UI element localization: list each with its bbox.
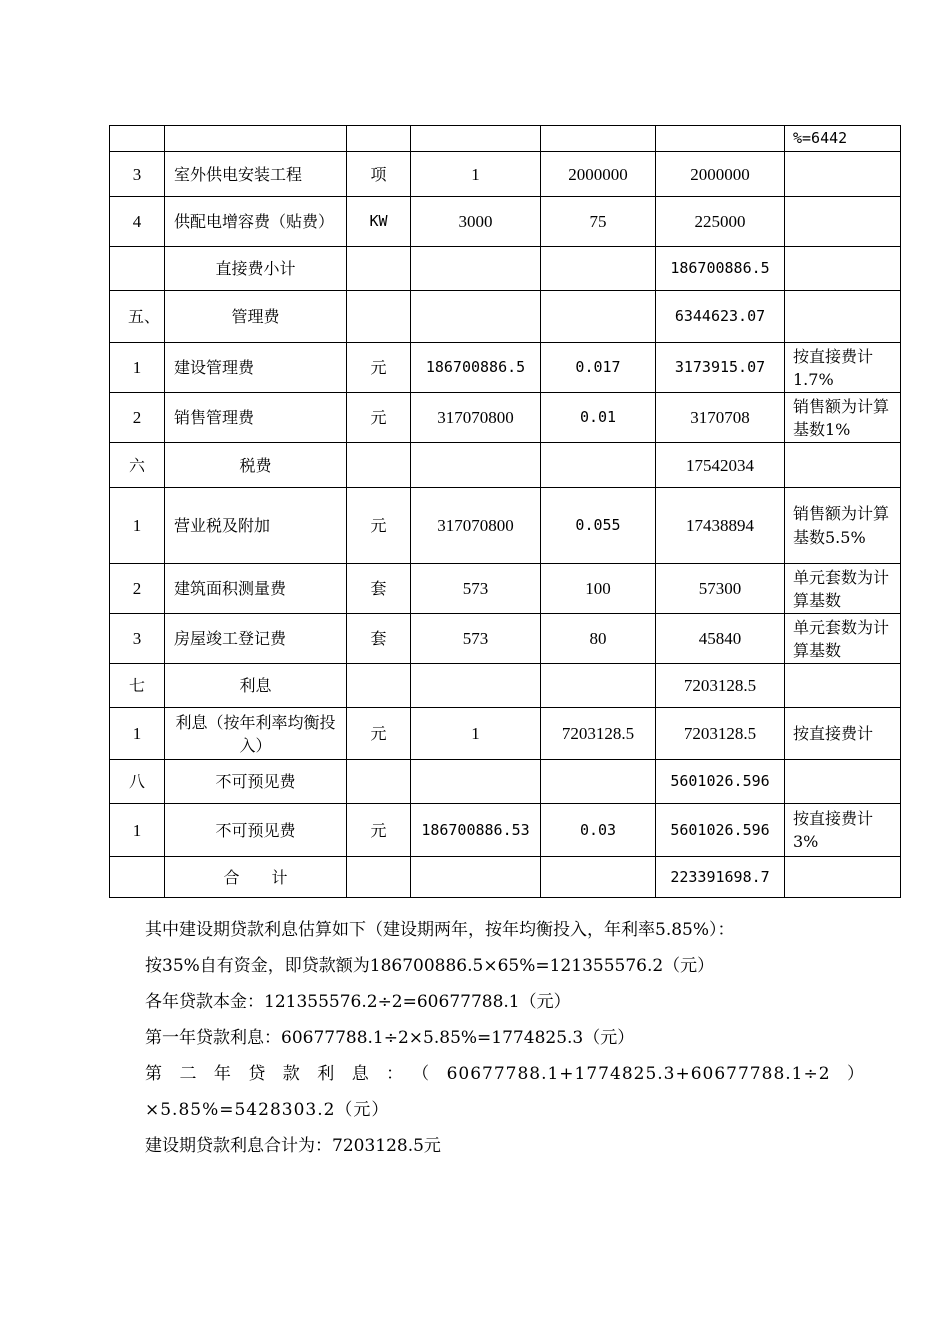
- cell-no: 六: [110, 443, 165, 488]
- table-row: [110, 614, 901, 664]
- cell-price: [541, 760, 656, 804]
- cell-no: 4: [110, 197, 165, 247]
- cell-name: 利息（按年利率均衡投入）: [165, 708, 347, 760]
- cell-no: 1: [110, 708, 165, 760]
- cell-qty: 317070800: [411, 488, 541, 564]
- cell-qty: [411, 857, 541, 898]
- cell-note: 按直接费计3%: [785, 804, 901, 857]
- cell-amount: [656, 126, 785, 152]
- cell-note: [785, 664, 901, 708]
- cell-note: [785, 197, 901, 247]
- cell-no: 七: [110, 664, 165, 708]
- notes-year2-interest: 第二年贷款利息：（60677788.1+1774825.3+60677788.1÷2）×5.85%=5428303.2（元）: [145, 1064, 865, 1120]
- notes-loan-amount: 按35%自有资金，即贷款额为186700886.5×65%=121355576.2（元）: [145, 956, 715, 976]
- cell-amount: 17438894: [656, 488, 785, 564]
- cell-qty: 317070800: [411, 393, 541, 443]
- table-row: [110, 708, 901, 760]
- cell-note: [785, 247, 901, 291]
- cell-qty: [411, 664, 541, 708]
- cell-price: 2000000: [541, 152, 656, 197]
- cell-note: %=6442: [785, 126, 901, 152]
- cell-note: 单元套数为计算基数: [785, 614, 901, 664]
- cell-no: 八: [110, 760, 165, 804]
- cell-no: 2: [110, 564, 165, 614]
- cell-unit: [347, 126, 411, 152]
- cell-name: 合 计: [165, 857, 347, 898]
- cell-note: 销售额为计算基数5.5%: [785, 488, 901, 564]
- cell-amount: 225000: [656, 197, 785, 247]
- section-marker: 五、: [128, 306, 161, 326]
- cell-no: 2: [110, 393, 165, 443]
- cell-price: [541, 291, 656, 343]
- cell-qty: 186700886.53: [411, 804, 541, 857]
- cell-unit: 元: [347, 488, 411, 564]
- cell-amount: 5601026.596: [656, 804, 785, 857]
- cell-price: 100: [541, 564, 656, 614]
- cell-qty: 1: [411, 152, 541, 197]
- cell-qty: [411, 291, 541, 343]
- cell-amount: 5601026.596: [656, 760, 785, 804]
- cell-qty: [411, 443, 541, 488]
- cell-no: [110, 857, 165, 898]
- cell-note: 按直接费计1.7%: [785, 343, 901, 393]
- cell-unit: [347, 857, 411, 898]
- table-row: [110, 393, 901, 443]
- cell-qty: [411, 247, 541, 291]
- cell-unit: [347, 664, 411, 708]
- cell-amount: 7203128.5: [656, 708, 785, 760]
- cell-name: [165, 126, 347, 152]
- cell-unit: [347, 760, 411, 804]
- cell-name: 建筑面积测量费: [165, 564, 347, 614]
- cell-qty: [411, 126, 541, 152]
- cell-no: 1: [110, 488, 165, 564]
- cell-no: 1: [110, 804, 165, 857]
- cell-no: 3: [110, 152, 165, 197]
- cell-price: 0.01: [541, 393, 656, 443]
- cell-price: 0.017: [541, 343, 656, 393]
- cell-unit: 元: [347, 343, 411, 393]
- cell-unit: KW: [347, 197, 411, 247]
- table-row: [110, 760, 901, 804]
- cell-note: 按直接费计: [785, 708, 901, 760]
- cell-amount: 6344623.07: [656, 291, 785, 343]
- notes-intro: 其中建设期贷款利息估算如下（建设期两年，按年均衡投入，年利率5.85%）：: [145, 920, 735, 940]
- cell-price: 0.03: [541, 804, 656, 857]
- cell-amount: 186700886.5: [656, 247, 785, 291]
- cell-amount: 7203128.5: [656, 664, 785, 708]
- interest-calculation-notes: [145, 912, 865, 1164]
- table-row: [110, 343, 901, 393]
- table-row: [110, 126, 901, 152]
- cell-note: 单元套数为计算基数: [785, 564, 901, 614]
- table-row: [110, 664, 901, 708]
- cell-price: 7203128.5: [541, 708, 656, 760]
- cell-name: 供配电增容费（贴费）: [165, 197, 347, 247]
- cell-note: [785, 443, 901, 488]
- cell-name: 不可预见费: [165, 760, 347, 804]
- cell-qty: 573: [411, 614, 541, 664]
- cell-amount: 2000000: [656, 152, 785, 197]
- cell-amount: 57300: [656, 564, 785, 614]
- cell-amount: 3173915.07: [656, 343, 785, 393]
- table-row: [110, 152, 901, 197]
- cell-amount: 45840: [656, 614, 785, 664]
- cell-unit: [347, 291, 411, 343]
- cell-name: 管理费: [165, 291, 347, 343]
- cell-note: [785, 760, 901, 804]
- table-row: [110, 564, 901, 614]
- notes-annual-principal: 各年贷款本金：121355576.2÷2=60677788.1（元）: [145, 992, 571, 1012]
- cell-amount: 3170708: [656, 393, 785, 443]
- cell-no: 1: [110, 343, 165, 393]
- cell-name: 利息: [165, 664, 347, 708]
- cell-no: [110, 291, 165, 343]
- cell-name: 直接费小计: [165, 247, 347, 291]
- cell-name: 室外供电安装工程: [165, 152, 347, 197]
- cell-name: 不可预见费: [165, 804, 347, 857]
- cell-price: 75: [541, 197, 656, 247]
- cell-unit: 项: [347, 152, 411, 197]
- cell-unit: 元: [347, 708, 411, 760]
- cell-note: [785, 291, 901, 343]
- table-row: [110, 443, 901, 488]
- notes-year1-interest: 第一年贷款利息：60677788.1÷2×5.85%=1774825.3（元）: [145, 1028, 635, 1048]
- table-row: [110, 247, 901, 291]
- cell-name: 营业税及附加: [165, 488, 347, 564]
- table-row: [110, 291, 901, 343]
- cell-no: [110, 247, 165, 291]
- cell-unit: [347, 247, 411, 291]
- cell-unit: 套: [347, 614, 411, 664]
- cell-price: 80: [541, 614, 656, 664]
- cell-name: 建设管理费: [165, 343, 347, 393]
- cell-price: 0.055: [541, 488, 656, 564]
- table-row: [110, 804, 901, 857]
- cell-note: [785, 857, 901, 898]
- table-row: [110, 197, 901, 247]
- cell-unit: 元: [347, 393, 411, 443]
- cell-price: [541, 443, 656, 488]
- cell-no: 3: [110, 614, 165, 664]
- cell-price: [541, 126, 656, 152]
- cell-no: [110, 126, 165, 152]
- cell-unit: [347, 443, 411, 488]
- cell-note: 销售额为计算基数1%: [785, 393, 901, 443]
- cell-qty: 1: [411, 708, 541, 760]
- cell-name: 销售管理费: [165, 393, 347, 443]
- cell-amount: 223391698.7: [656, 857, 785, 898]
- cell-price: [541, 247, 656, 291]
- cost-estimate-table: [109, 125, 901, 898]
- cell-qty: 186700886.5: [411, 343, 541, 393]
- cell-name: 税费: [165, 443, 347, 488]
- table-row: [110, 857, 901, 898]
- table-row: [110, 488, 901, 564]
- cell-price: [541, 857, 656, 898]
- cell-unit: 套: [347, 564, 411, 614]
- notes-total-interest: 建设期贷款利息合计为：7203128.5元: [145, 1136, 441, 1156]
- cell-price: [541, 664, 656, 708]
- cell-qty: 3000: [411, 197, 541, 247]
- cell-note: [785, 152, 901, 197]
- cell-qty: [411, 760, 541, 804]
- cell-amount: 17542034: [656, 443, 785, 488]
- cell-name: 房屋竣工登记费: [165, 614, 347, 664]
- cell-unit: 元: [347, 804, 411, 857]
- cell-qty: 573: [411, 564, 541, 614]
